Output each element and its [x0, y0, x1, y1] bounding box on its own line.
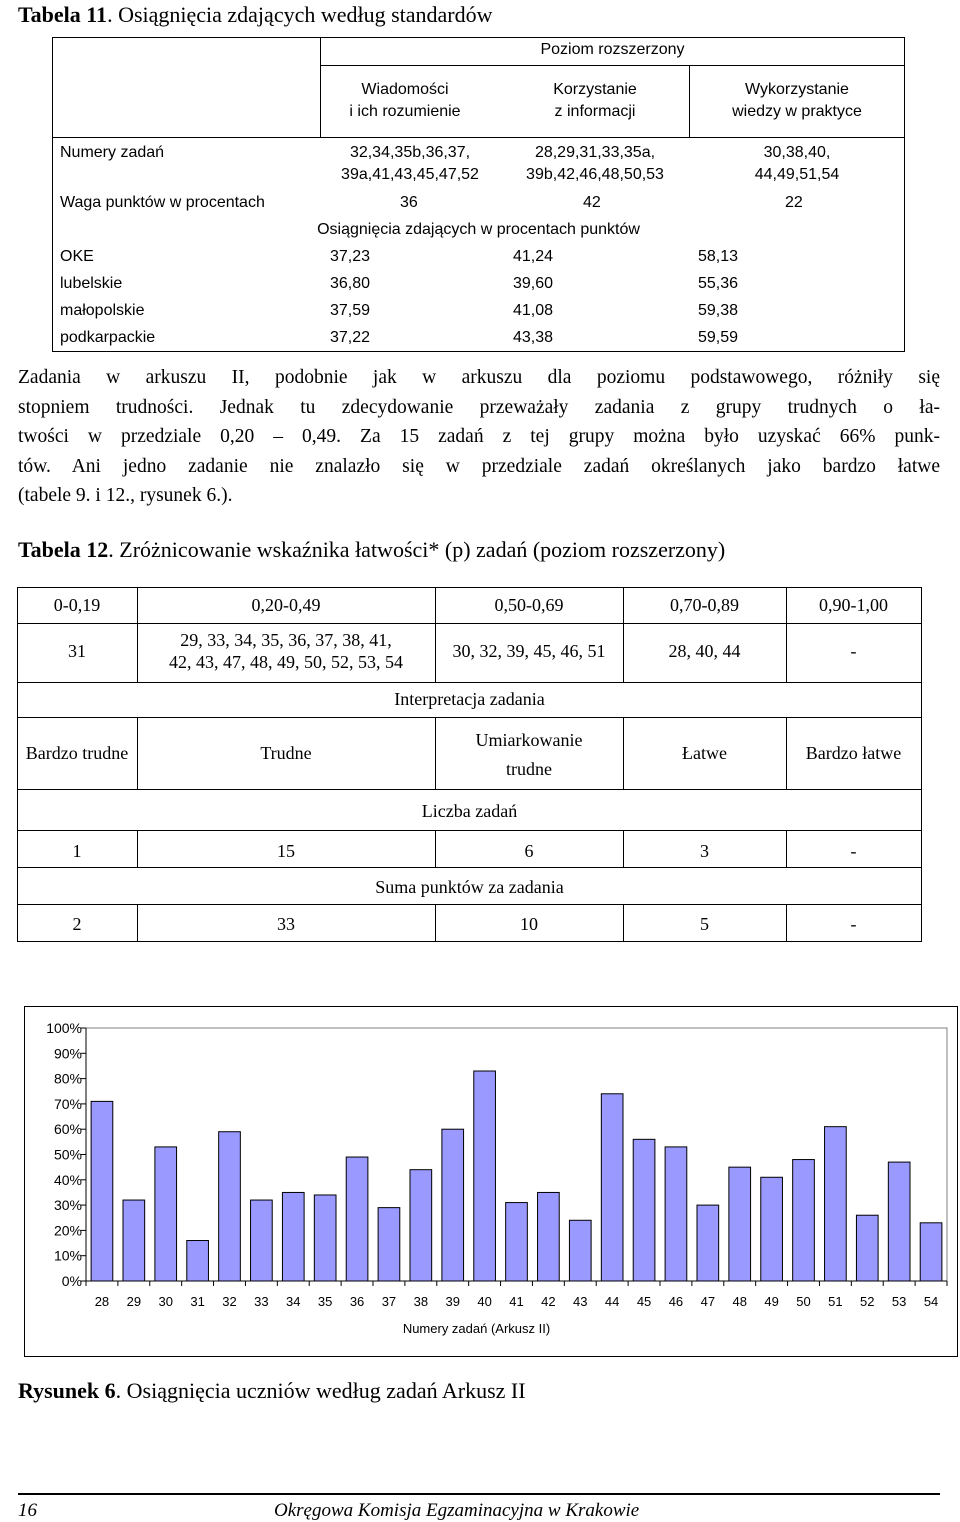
- task-numbers-information: 28,29,31,33,35a, 39b,42,46,48,50,53: [526, 144, 664, 183]
- bar: [793, 1160, 815, 1281]
- bar: [888, 1162, 910, 1281]
- row-name: małopolskie: [60, 302, 145, 319]
- row-name: podkarpackie: [60, 329, 156, 346]
- x-tick-label: 34: [286, 1294, 301, 1309]
- bar: [123, 1200, 145, 1281]
- range-cell: 0,20-0,49: [251, 595, 321, 615]
- bar: [729, 1167, 751, 1281]
- x-tick-label: 41: [509, 1294, 524, 1309]
- y-tick-label: 90%: [53, 1045, 82, 1062]
- points-cell: -: [850, 914, 857, 934]
- row-value: 37,22: [330, 329, 371, 346]
- table12: [17, 587, 922, 942]
- row-value: 59,38: [698, 302, 739, 319]
- table11-caption: Tabela 11. Osiągnięcia zdających według standardów: [18, 2, 493, 27]
- y-tick-label: 80%: [53, 1070, 82, 1087]
- chart-frame: [24, 1006, 958, 1357]
- x-tick-label: 38: [413, 1294, 429, 1309]
- range-cell: 0,70-0,89: [670, 595, 739, 615]
- bar: [856, 1215, 878, 1281]
- bar: [633, 1139, 655, 1281]
- level-header: Poziom rozszerzony: [540, 41, 685, 58]
- y-tick-label: 70%: [53, 1095, 82, 1112]
- y-tick-label: 100%: [46, 1020, 82, 1036]
- range-cell: 0,50-0,69: [494, 595, 564, 615]
- bar: [251, 1200, 273, 1281]
- x-tick-label: 54: [923, 1294, 939, 1309]
- weight-knowledge: 36: [400, 194, 418, 211]
- interpretation-cell: Umiarkowanie trudne: [475, 730, 583, 779]
- count-cell: 1: [72, 841, 82, 861]
- bar: [665, 1147, 687, 1281]
- bar: [187, 1241, 209, 1281]
- header-information: Korzystanie z informacji: [553, 81, 637, 120]
- x-tick-label: 40: [477, 1294, 492, 1309]
- bar: [410, 1170, 432, 1281]
- bar: [346, 1157, 368, 1281]
- interpretation-cell: Trudne: [260, 743, 312, 763]
- body-paragraph: Zadania w arkuszu II, podobnie jak w arkuszu dla poziomu podstawowego, różniły się stopniem trudności. Jednak tu zdecydowanie przeważały zadania z grupy trudnych o ła- twości w przedziale 0,20 – 0,49. Za 15 zadań z tej grupy można było uzyskać 66% punk- tów. Ani jedno zadanie nie znalazło się w przedziale zadań określanych jako bardzo łatwe (tabele 9. i 12., rysunek 6.).: [18, 367, 940, 506]
- bar: [378, 1208, 400, 1281]
- interpretation-label: Interpretacja zadania: [394, 689, 545, 709]
- range-cell: 0-0,19: [53, 595, 101, 615]
- y-tick-label: 60%: [53, 1121, 82, 1138]
- y-tick-label: 10%: [53, 1247, 82, 1264]
- bar: [314, 1195, 336, 1281]
- x-tick-label: 43: [573, 1294, 588, 1309]
- row-value: 37,23: [330, 248, 371, 265]
- row-value: 58,13: [698, 248, 739, 265]
- row-value: 59,59: [698, 329, 739, 346]
- bar: [920, 1223, 942, 1281]
- row-value: 41,24: [513, 248, 554, 265]
- x-axis-label: Numery zadań (Arkusz II): [402, 1321, 551, 1336]
- points-cell: 33: [277, 914, 295, 934]
- x-tick-label: 35: [317, 1294, 333, 1309]
- bar: [825, 1127, 847, 1281]
- interpretation-cell: Bardzo łatwe: [805, 743, 902, 763]
- tasks-cell: 29, 33, 34, 35, 36, 37, 38, 41, 42, 43, 47, 48, 49, 50, 52, 53, 54: [169, 630, 403, 672]
- tasks-cell: 31: [68, 641, 86, 661]
- row-value: 36,80: [330, 275, 371, 292]
- row-name: OKE: [60, 248, 94, 265]
- count-cell: -: [850, 841, 857, 861]
- footer-rule: [18, 1493, 940, 1495]
- tasks-cell: 30, 32, 39, 45, 46, 51: [452, 641, 606, 661]
- results-header: Osiągnięcia zdających w procentach punktów: [317, 221, 640, 238]
- x-tick-label: 53: [891, 1294, 907, 1309]
- x-tick-label: 44: [604, 1294, 620, 1309]
- bar: [219, 1132, 241, 1281]
- header-practice: Wykorzystanie wiedzy w praktyce: [732, 81, 862, 120]
- table11: [52, 37, 905, 352]
- tasks-cell: 28, 40, 44: [668, 641, 741, 661]
- bar: [697, 1205, 719, 1281]
- y-tick-label: 40%: [53, 1171, 82, 1188]
- bar: [569, 1220, 591, 1281]
- x-tick-label: 29: [126, 1294, 142, 1309]
- task-numbers-practice: 30,38,40, 44,49,51,54: [754, 144, 840, 183]
- bar: [442, 1129, 464, 1281]
- task-numbers-knowledge: 32,34,35b,36,37, 39a,41,43,45,47,52: [341, 144, 479, 183]
- x-tick-label: 42: [541, 1294, 556, 1309]
- x-tick-label: 32: [222, 1294, 237, 1309]
- table12-caption: Tabela 12. Zróżnicowanie wskaźnika łatwości* (p) zadań (poziom rozszerzony): [18, 537, 726, 562]
- y-tick-label: 50%: [53, 1146, 82, 1163]
- interpretation-cell: Bardzo trudne: [25, 743, 129, 763]
- x-tick-label: 33: [254, 1294, 269, 1309]
- figure-caption: Rysunek 6. Osiągnięcia uczniów według zadań Arkusz II: [18, 1378, 526, 1403]
- y-tick-label: 0%: [61, 1273, 82, 1289]
- weight-information: 42: [583, 194, 601, 211]
- bar: [538, 1192, 560, 1281]
- bar: [91, 1101, 113, 1281]
- bar: [761, 1177, 783, 1281]
- row-value: 55,36: [698, 275, 739, 292]
- row-name: lubelskie: [60, 275, 123, 292]
- x-tick-label: 47: [700, 1294, 716, 1309]
- bar-chart: [25, 1007, 957, 1356]
- x-tick-label: 37: [381, 1294, 397, 1309]
- x-tick-label: 30: [158, 1294, 173, 1309]
- count-cell: 15: [277, 841, 295, 861]
- points-cell: 5: [700, 914, 709, 934]
- x-tick-label: 36: [349, 1294, 365, 1309]
- page-number: 16: [18, 1500, 37, 1521]
- count-cell: 6: [524, 841, 534, 861]
- x-tick-label: 50: [796, 1294, 811, 1309]
- points-label: Suma punktów za zadania: [375, 877, 564, 897]
- weight-label: Waga punktów w procentach: [60, 194, 265, 211]
- bar: [282, 1192, 304, 1281]
- x-tick-label: 28: [94, 1294, 110, 1309]
- x-tick-label: 46: [668, 1294, 684, 1309]
- weight-practice: 22: [785, 194, 803, 211]
- footer-text: Okręgowa Komisja Egzaminacyjna w Krakowie: [274, 1500, 640, 1521]
- x-tick-label: 39: [445, 1294, 460, 1309]
- x-tick-label: 31: [190, 1294, 205, 1309]
- row-value: 39,60: [513, 275, 554, 292]
- range-cell: 0,90-1,00: [819, 595, 888, 615]
- points-cell: 2: [72, 914, 82, 934]
- x-tick-label: 45: [636, 1294, 652, 1309]
- points-cell: 10: [520, 914, 538, 934]
- bar: [506, 1203, 528, 1281]
- row-value: 37,59: [330, 302, 371, 319]
- tasks-cell: -: [850, 641, 857, 661]
- bar: [155, 1147, 177, 1281]
- task-numbers-label: Numery zadań: [60, 144, 165, 161]
- x-tick-label: 51: [828, 1294, 843, 1309]
- row-value: 41,08: [513, 302, 554, 319]
- count-cell: 3: [700, 841, 709, 861]
- header-knowledge: Wiadomości i ich rozumienie: [349, 81, 461, 120]
- y-tick-label: 30%: [53, 1197, 82, 1214]
- y-tick-label: 20%: [53, 1222, 82, 1239]
- x-tick-label: 49: [764, 1294, 779, 1309]
- x-tick-label: 48: [732, 1294, 747, 1309]
- bar: [601, 1094, 623, 1281]
- interpretation-cell: Łatwe: [682, 743, 727, 763]
- count-label: Liczba zadań: [421, 801, 518, 821]
- x-tick-label: 52: [860, 1294, 875, 1309]
- row-value: 43,38: [513, 329, 554, 346]
- bar: [474, 1071, 496, 1281]
